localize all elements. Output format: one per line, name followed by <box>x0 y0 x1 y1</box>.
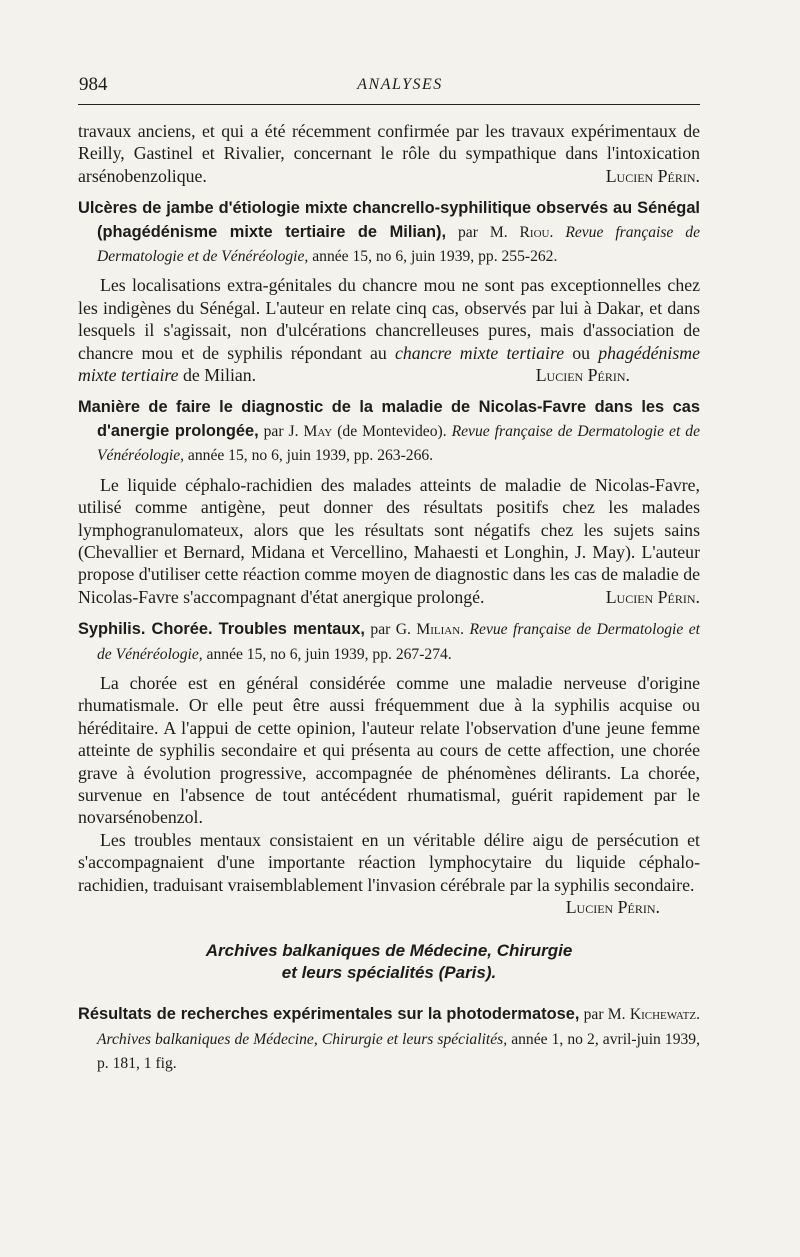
article-2-abstract <box>78 474 700 608</box>
article-1-author: Riou. <box>519 223 554 241</box>
page-body <box>78 120 700 1076</box>
article-3-author-prefix: par G. <box>364 621 417 639</box>
last-article-author: Kichewatz. <box>629 1006 700 1024</box>
article-3-author: Milian. <box>416 621 465 639</box>
intro-text: travaux anciens, et qui a été récemment confirmée par les travaux expérimentaux de Reilly, Gastinel et Rivalier, concernant le rôle du sympathique dans l'intoxication arsénobenzolique. <box>78 121 700 186</box>
last-article-ref: année 1, no 2, avril-juin 1939, p. 181, 1 fig. <box>97 1030 700 1073</box>
article-1-title: Ulcères de jambe d'étiologie mixte chancrello-syphilitique observés au Sénégal (phagédénisme mixte tertiaire de Milian), <box>78 199 700 241</box>
article-3-paragraph-2 <box>78 829 700 919</box>
last-article-heading <box>78 1002 700 1075</box>
last-article-author-prefix: par M. <box>579 1006 630 1024</box>
article-1-ref: année 15, no 6, juin 1939, pp. 255-262. <box>308 248 558 266</box>
article-3-paragraph-1: La chorée est en général considérée comme une maladie nerveuse d'origine rhumatismale. Or elle peut être aussi fréquemment due à la syphilis acquise ou héréditaire. A l'appui de cette opinion, l'auteur relate l'observation d'une jeune femme atteinte de syphilis secondaire et qui présenta au cours de cette affection, une chorée grave à évolution progressive, accompagnée de phénomènes délirants. La chorée, survenue en l'absence de tout antécédent rhumatismal, guérit rapidement par le novarsénobenzol. <box>78 672 700 828</box>
article-2-author-prefix: par J. <box>258 422 304 440</box>
article-3-journal: Revue française de Dermatologie et de Vénéréologie, <box>97 621 700 663</box>
running-title: ANALYSES <box>357 76 443 93</box>
page-number: 984 <box>79 74 108 95</box>
article-3-ref: année 15, no 6, juin 1939, pp. 267-274. <box>202 645 452 663</box>
article-1-signature: Lucien Périn. <box>535 365 630 386</box>
article-3-heading <box>78 617 700 666</box>
intro-signature: Lucien Périn. <box>605 165 700 186</box>
last-article-title: Résultats de recherches expérimentales sur la photodermatose, <box>78 1005 580 1024</box>
article-3-title: Syphilis. Chorée. Troubles mentaux, <box>78 620 365 639</box>
section-title-line-1: Archives balkaniques de Médecine, Chirurgie <box>205 941 573 961</box>
article-1-heading <box>78 196 700 268</box>
section-title <box>78 940 700 984</box>
article-2-signature: Lucien Périn. <box>605 586 700 607</box>
article-1-author-prefix: par M. <box>446 223 520 241</box>
article-2-author: May <box>303 422 333 440</box>
article-2-ref: année 15, no 6, juin 1939, pp. 263-266. <box>184 447 434 465</box>
section-title-line-2: et leurs spécialités (Paris). <box>281 963 497 983</box>
article-1-text-end: de Milian. <box>178 365 257 386</box>
intro-paragraph <box>78 120 700 187</box>
article-2-text: Le liquide céphalo-rachidien des malades atteints de maladie de Nicolas-Favre, utilisé comme antigène, peut donner des résultats positifs chez les malades lymphogranulomateux, alors que les résultats sont négatifs chez les sujets sains (Chevallier et Bernard, Midana et Vercellino, Mahaesti et Longhin, J. May). L'auteur propose d'utiliser cette réaction comme moyen de diagnostic dans les cas de maladie de Nicolas-Favre s'accompagnant d'état anergique prolongé. <box>78 474 700 607</box>
article-1-abstract <box>78 274 700 386</box>
article-1-text-mid: ou <box>564 342 599 363</box>
article-3-signature: Lucien Périn. <box>565 897 660 917</box>
article-2-heading <box>78 395 700 467</box>
article-1-journal: Revue française de Dermatologie et de Vénéréologie, <box>97 223 700 266</box>
article-2-author-suffix: (de Montevideo). <box>332 422 452 440</box>
article-1-ital-2: phagédénisme mixte tertiaire <box>78 342 700 386</box>
article-2-journal: Revue française de Dermatologie et de Vénéréologie, <box>97 422 700 465</box>
article-2-title: Manière de faire le diagnostic de la maladie de Nicolas-Favre dans les cas d'anergie prolongée, <box>78 398 700 440</box>
last-article-journal: Archives balkaniques de Médecine, Chirurgie et leurs spécialités, <box>97 1030 508 1048</box>
header-rule <box>78 104 700 105</box>
article-1-text: Les localisations extra-génitales du chancre mou ne sont pas exceptionnelles chez les indigènes du Sénégal. L'auteur en relate cinq cas, observés par lui à Dakar, et dans lesquels il s'agissait, non d'ulcérations chancrelleuses pures, mais d'association de chancre mou et de syphilis répondant au <box>78 275 700 363</box>
article-3-text-2: Les troubles mentaux consistaient en un véritable délire aigu de persécution et s'accompagnaient d'une importante réaction lymphocytaire du liquide céphalo-rachidien, traduisant vraisemblablement l'invasion cérébrale par la syphilis secondaire. <box>78 829 700 895</box>
article-1-ital-1: chancre mixte tertiaire <box>395 342 565 363</box>
